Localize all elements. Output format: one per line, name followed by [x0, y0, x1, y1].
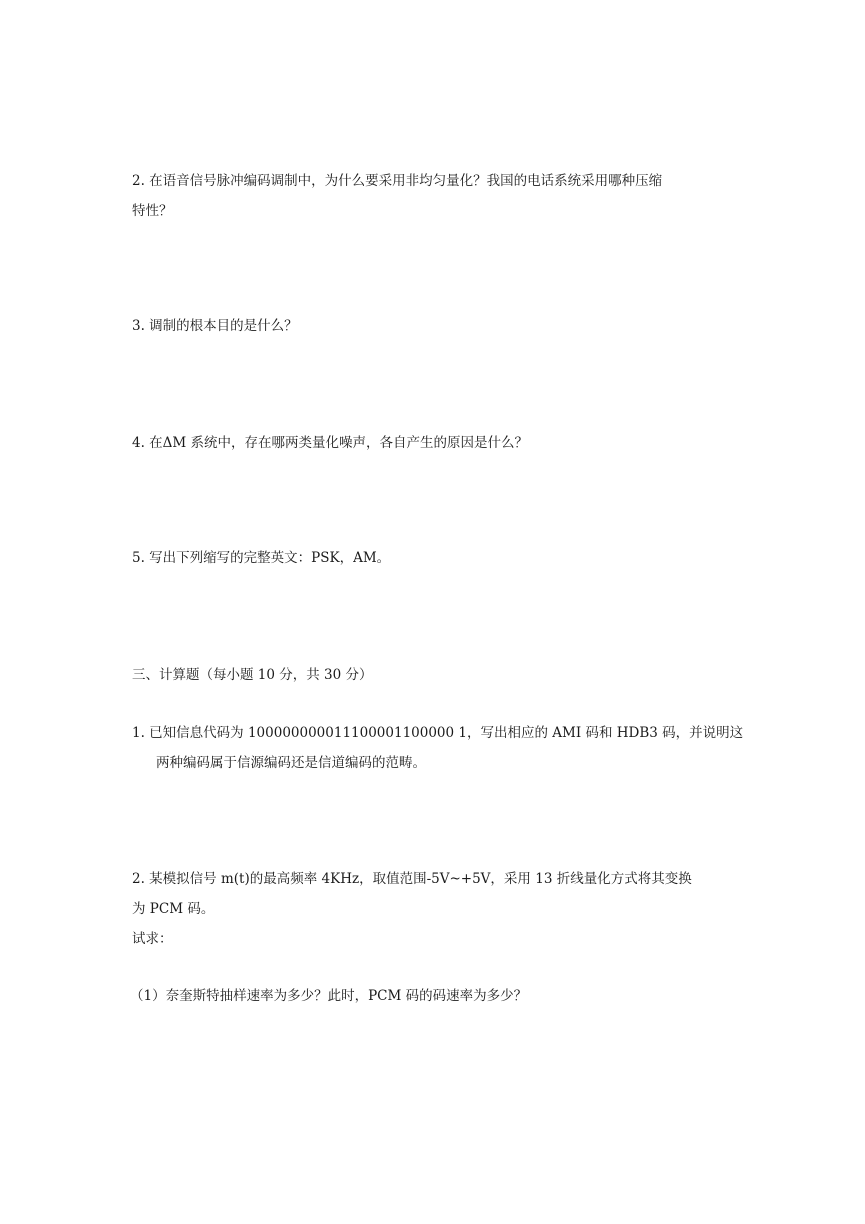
section-3-title: 三、计算题（每小题 10 分，共 30 分） [132, 667, 373, 683]
question-2-line-1: 2. 在语音信号脉冲编码调制中，为什么要采用非均匀量化？我国的电话系统采用哪种压缩 [132, 173, 663, 189]
calc-question-2-line-3: 试求： [132, 931, 173, 947]
calc-question-2-line-1: 2. 某模拟信号 m(t)的最高频率 4KHz，取值范围-5V~+5V，采用 13 折线量化方式将其变换 [132, 871, 692, 887]
question-4-line-1: 4. 在ΔM 系统中，存在哪两类量化噪声，各自产生的原因是什么？ [132, 435, 529, 451]
calc-question-2-line-2: 为 PCM 码。 [132, 901, 215, 917]
calc-question-2-sub-1: （1）奈奎斯特抽样速率为多少？此时，PCM 码的码速率为多少？ [130, 988, 528, 1004]
question-2-line-2: 特性？ [132, 203, 173, 219]
calc-question-1-line-2: 两种编码属于信源编码还是信道编码的范畴。 [156, 755, 426, 771]
question-5-line-1: 5. 写出下列缩写的完整英文：PSK，AM。 [132, 550, 391, 566]
question-3-line-1: 3. 调制的根本目的是什么？ [132, 318, 298, 334]
calc-question-1-line-1: 1. 已知信息代码为 100000000011100001100000 1，写出相应的 AMI 码和 HDB3 码，并说明这 [132, 725, 744, 741]
